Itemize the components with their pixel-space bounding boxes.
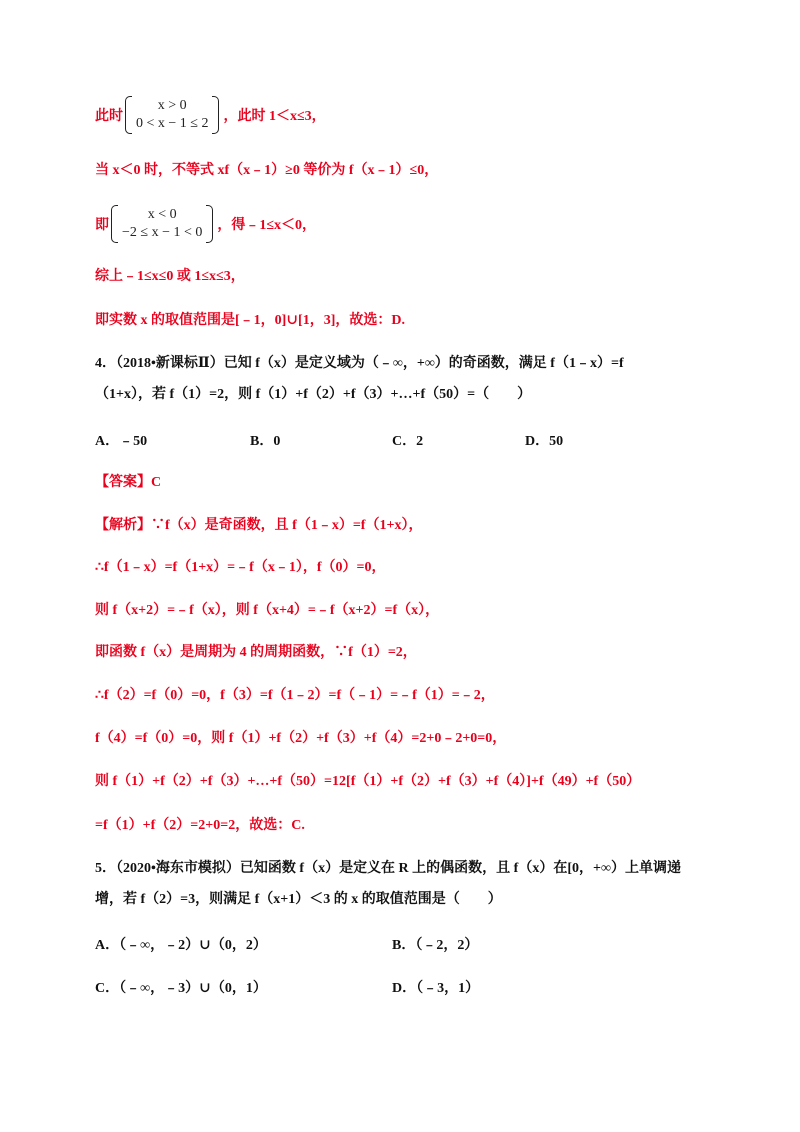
question-5-stem: 增，若 f（2）=3，则满足 f（x+1）＜3 的 x 的取值范围是（ ） [95,892,502,907]
option-c: C．（﹣∞，﹣3）∪（0，1） [95,981,267,996]
question-4-stem: 4．（2018•新课标Ⅱ）已知 f（x）是定义域为（﹣∞，+∞）的奇函数，满足 f（1﹣x）=f [95,356,624,371]
system-rows [132,97,212,133]
option-d: D．（﹣3，1） [392,981,480,996]
right-brace [212,96,219,134]
system-suffix: ，得﹣1≤x＜0， [217,218,317,233]
analysis-line: 则 f（1）+f（2）+f（3）+…+f（50）=12[f（1）+f（2）+f（3）+f（4）]+f（49）+f（50） [95,774,641,789]
inequality-system-1 [95,96,326,134]
system-suffix: ，此时 1＜x≤3， [223,109,326,124]
answer-label: 【答案】C [95,475,162,490]
solution-line: 即实数 x 的取值范围是[﹣1，0]∪[1，3]，故选：D. [95,313,405,328]
option-b: B．0 [250,434,281,449]
solution-line: 综上﹣1≤x≤0 或 1≤x≤3， [95,269,245,284]
option-a: A．﹣50 [95,434,148,449]
system-row: −2 ≤ x − 1 < 0 [122,225,203,240]
inequality-system-2 [95,205,316,243]
right-brace [206,205,213,243]
left-brace [111,205,118,243]
option-d: D．50 [525,434,564,449]
left-brace [125,96,132,134]
option-c: C．2 [392,434,424,449]
system-prefix: 即 [95,218,109,233]
system-row: 0 < x − 1 ≤ 2 [136,116,209,131]
analysis-line: ∴f（1﹣x）=f（1+x）=﹣f（x﹣1），f（0）=0， [95,560,386,575]
analysis-line: =f（1）+f（2）=2+0=2，故选：C. [95,818,305,833]
question-5-stem: 5．（2020•海东市模拟）已知函数 f（x）是定义在 R 上的偶函数，且 f（x）在[0，+∞）上单调递 [95,861,681,876]
option-b: B．（﹣2，2） [392,938,479,953]
solution-line: 当 x＜0 时，不等式 xf（x﹣1）≥0 等价为 f（x﹣1）≤0， [95,163,439,178]
analysis-line: 则 f（x+2）=﹣f（x），则 f（x+4）=﹣f（x+2）=f（x）， [95,603,440,618]
analysis-line: 即函数 f（x）是周期为 4 的周期函数，∵f（1）=2， [95,645,417,660]
option-a: A．（﹣∞，﹣2）∪（0，2） [95,938,267,953]
analysis-line: f（4）=f（0）=0，则 f（1）+f（2）+f（3）+f（4）=2+0﹣2+0=0， [95,731,507,746]
system-row: x < 0 [147,207,177,222]
analysis-line: 【解析】∵f（x）是奇函数，且 f（1﹣x）=f（1+x）， [95,518,423,533]
analysis-line: ∴f（2）=f（0）=0，f（3）=f（1﹣2）=f（﹣1）=﹣f（1）=﹣2， [95,688,495,703]
question-4-stem: （1+x），若 f（1）=2，则 f（1）+f（2）+f（3）+…+f（50）=（ ） [95,387,532,402]
system-rows [118,206,206,242]
system-prefix: 此时 [95,109,123,124]
system-row: x > 0 [157,98,187,113]
